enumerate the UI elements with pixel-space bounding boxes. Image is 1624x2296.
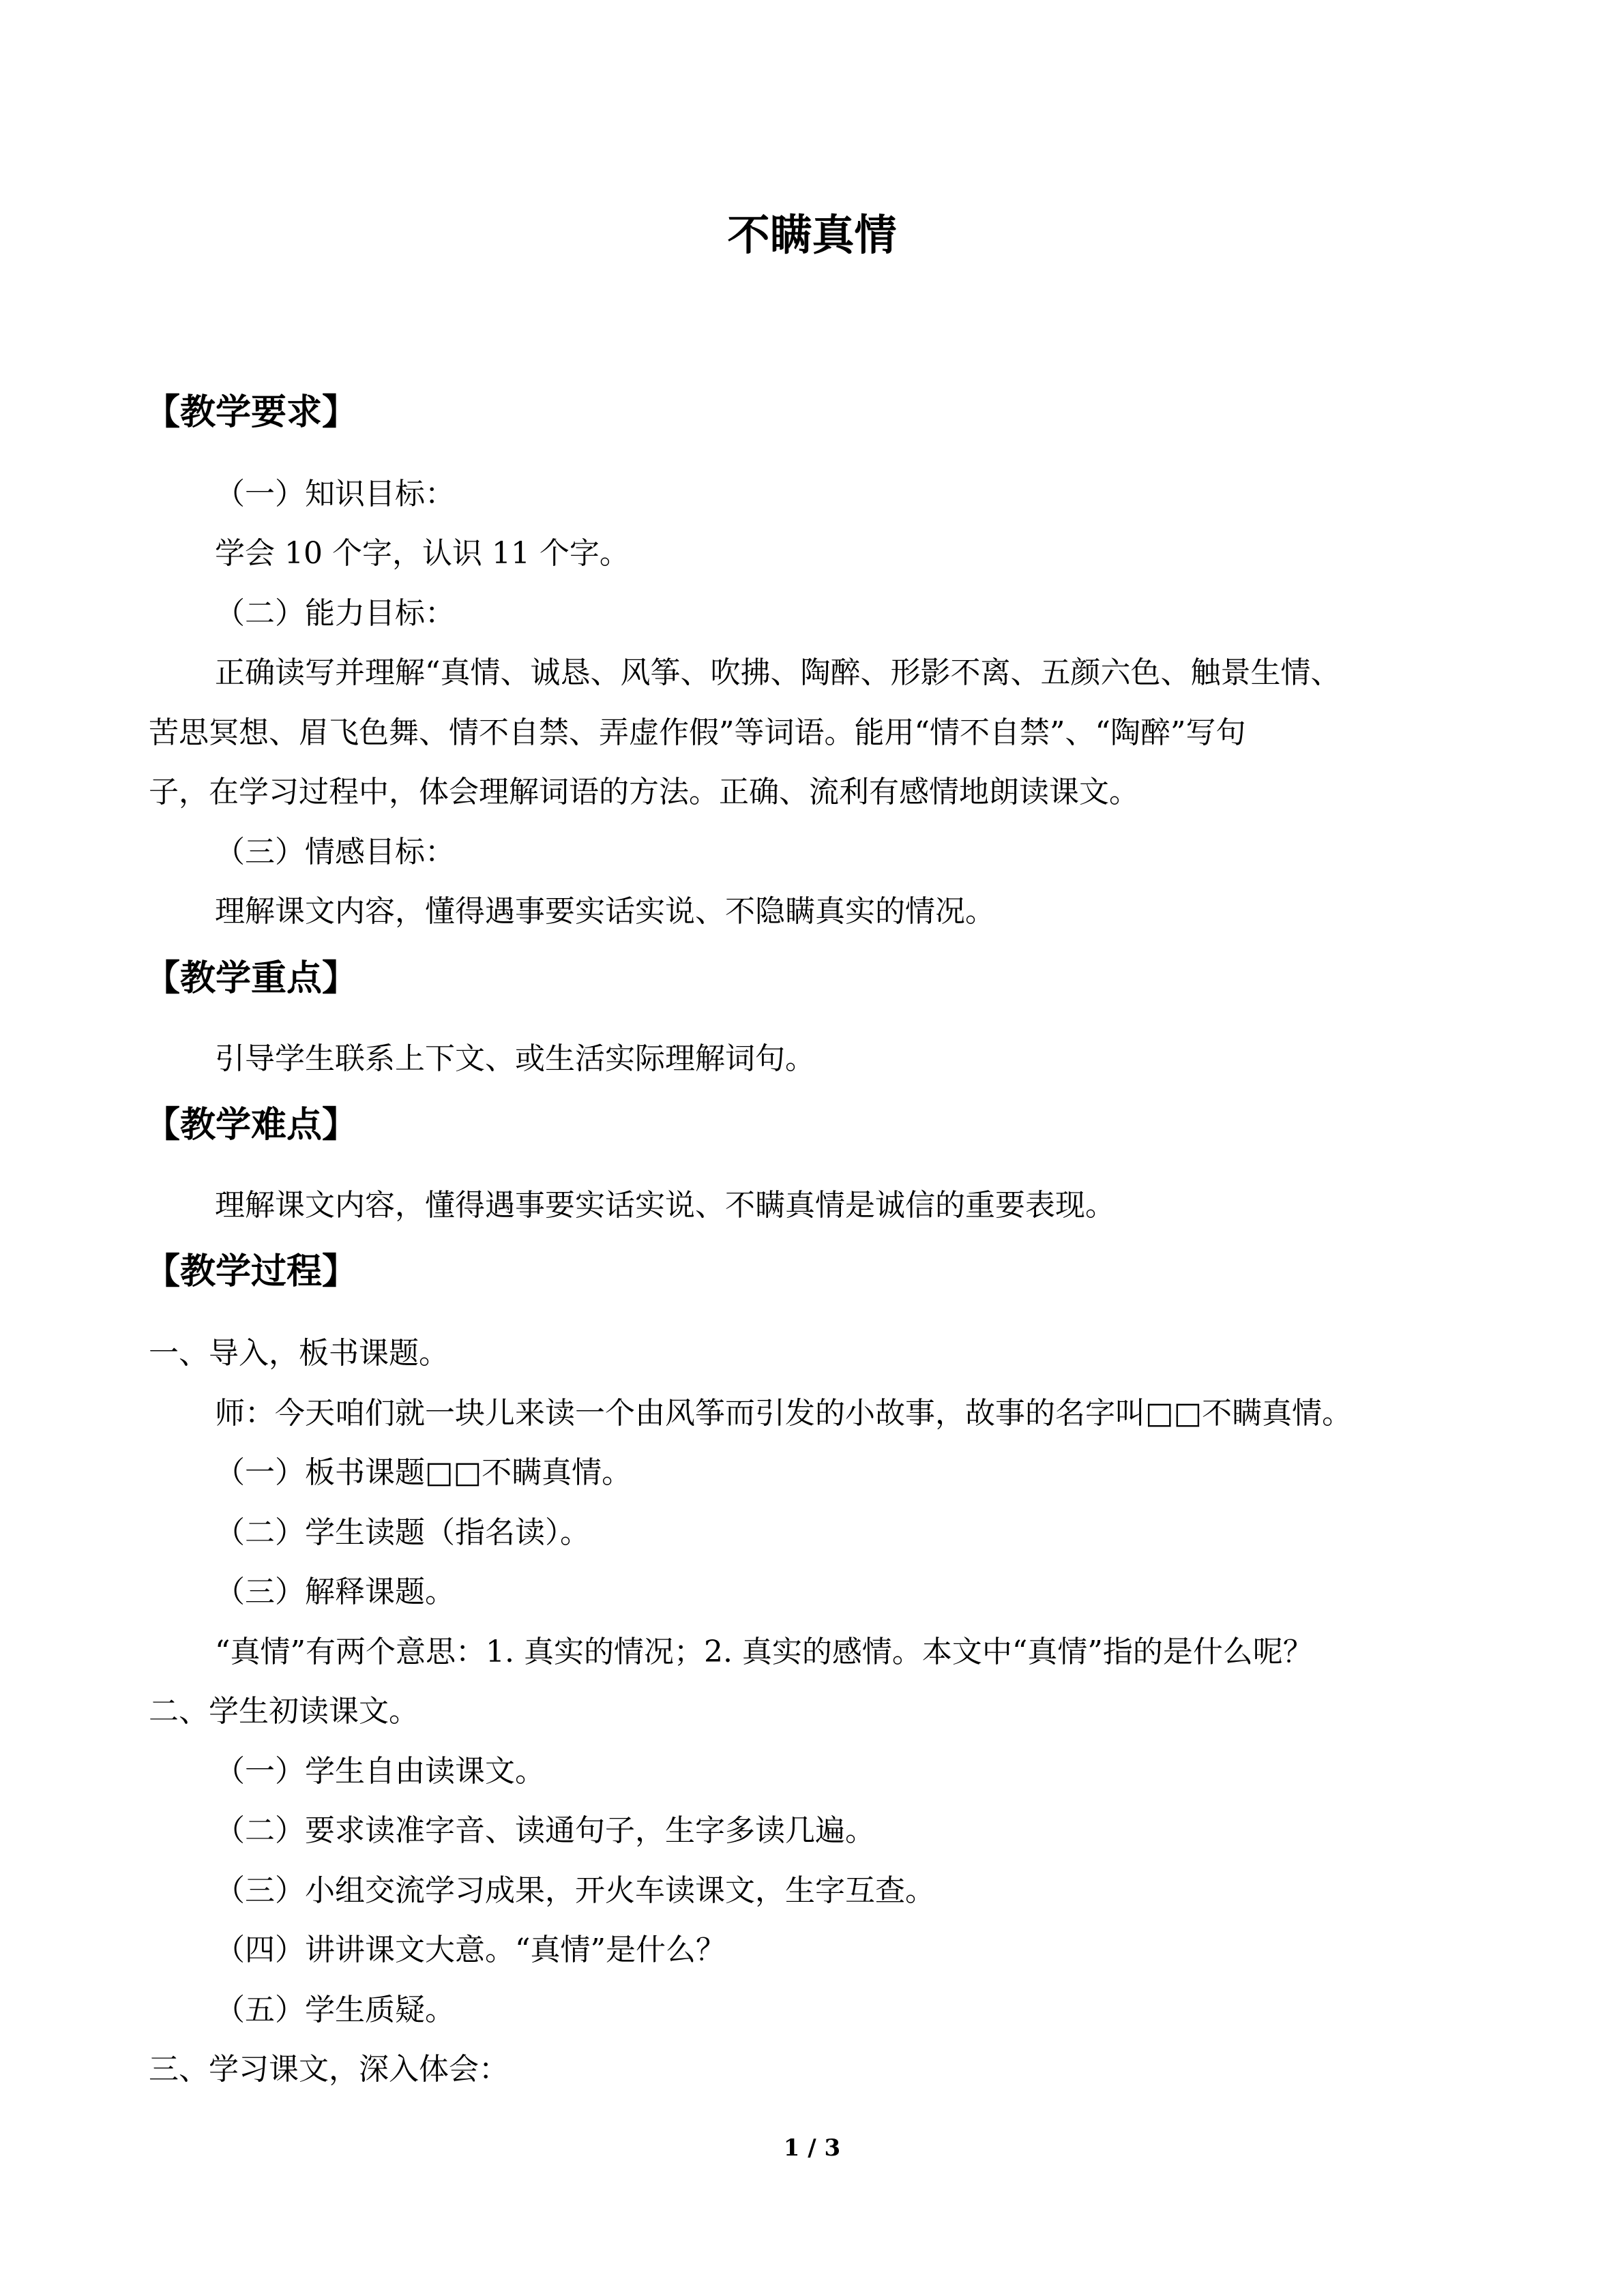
- process-step-2-e: （五）学生质疑。: [215, 1993, 455, 2027]
- section-heading-requirements: 【教学要求】: [145, 392, 358, 433]
- process-step-1-teacher: 师：今天咱们就一块儿来读一个由风筝而引发的小故事，故事的名字叫□□不瞒真情。: [215, 1396, 1353, 1431]
- emotion-goal-label: （三）情感目标：: [215, 835, 455, 869]
- process-step-1-b: （二）学生读题（指名读）。: [215, 1515, 590, 1550]
- process-step-1: 一、导入，板书课题。: [149, 1336, 449, 1371]
- ability-goal-line-3: 子，在学习过程中，体会理解词语的方法。正确、流利有感情地朗读课文。: [149, 775, 1139, 809]
- process-step-2: 二、学生初读课文。: [149, 1694, 419, 1729]
- knowledge-goal-label: （一）知识目标：: [215, 477, 455, 511]
- ability-goal-line-1: 正确读写并理解“真情、诚恳、风筝、吹拂、陶醉、形影不离、五颜六色、触景生情、: [215, 655, 1341, 690]
- difficulties-text: 理解课文内容，懂得遇事要实话实说、不瞒真情是诚信的重要表现。: [215, 1188, 1115, 1223]
- page-number: 1 / 3: [783, 2134, 841, 2162]
- emotion-goal-text: 理解课文内容，懂得遇事要实话实说、不隐瞒真实的情况。: [215, 894, 995, 929]
- process-step-1-c: （三）解释课题。: [215, 1575, 455, 1609]
- process-step-2-d: （四）讲讲课文大意。“真情”是什么？: [215, 1933, 726, 1967]
- process-step-3: 三、学习课文，深入体会：: [149, 2052, 509, 2087]
- knowledge-goal-text: 学会 10 个字，认识 11 个字。: [215, 536, 630, 571]
- section-heading-process: 【教学过程】: [145, 1251, 358, 1292]
- process-step-2-c: （三）小组交流学习成果，开火车读课文，生字互查。: [215, 1873, 935, 1908]
- section-heading-difficulties: 【教学难点】: [145, 1105, 358, 1146]
- ability-goal-label: （二）能力目标：: [215, 596, 455, 631]
- section-heading-key-points: 【教学重点】: [145, 958, 358, 999]
- document-title: 不瞒真情: [727, 210, 897, 260]
- process-step-1-a: （一）板书课题□□不瞒真情。: [215, 1455, 632, 1490]
- process-step-2-b: （二）要求读准字音、读通句子，生字多读几遍。: [215, 1813, 875, 1848]
- process-step-2-a: （一）学生自由读课文。: [215, 1754, 545, 1789]
- process-step-1-explain: “真情”有两个意思：1. 真实的情况；2. 真实的感情。本文中“真情”指的是什么呢？: [215, 1635, 1313, 1669]
- ability-goal-line-2: 苦思冥想、眉飞色舞、情不自禁、弄虚作假”等词语。能用“情不自禁”、“陶醉”写句: [149, 715, 1246, 750]
- key-points-text: 引导学生联系上下文、或生活实际理解词句。: [215, 1041, 815, 1076]
